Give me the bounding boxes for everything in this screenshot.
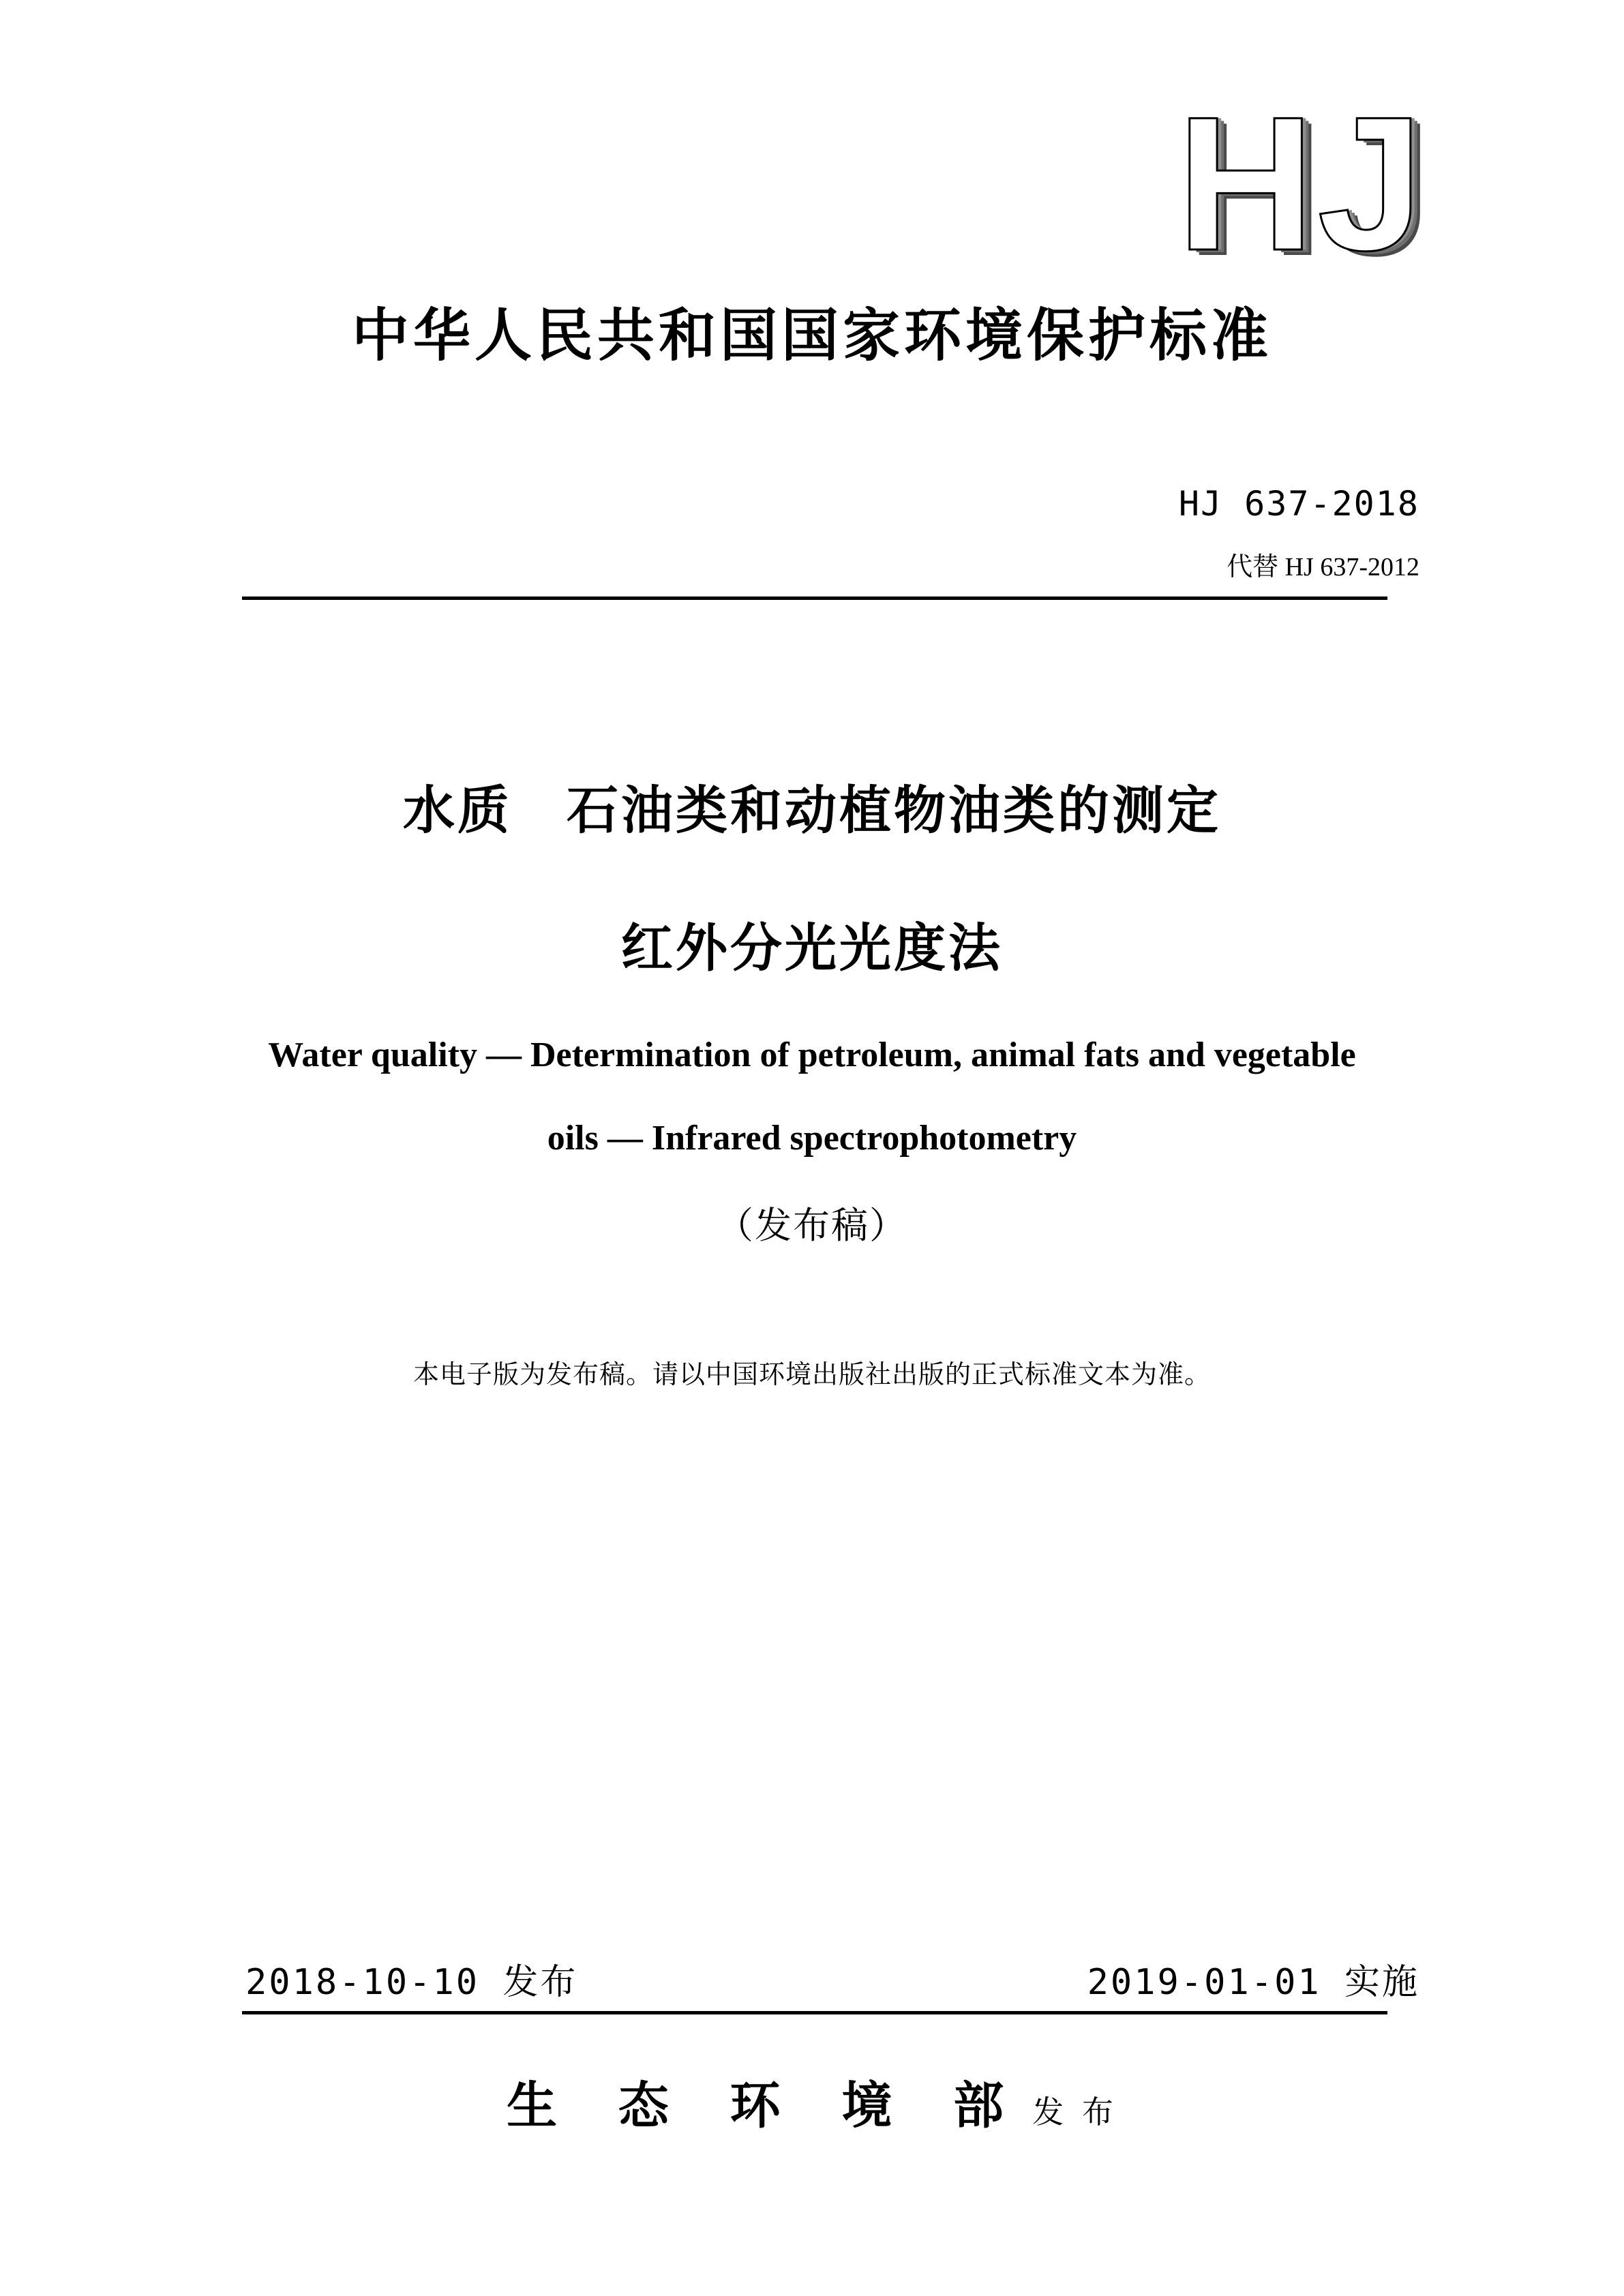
- publication-note: 本电子版为发布稿。请以中国环境出版社出版的正式标准文本为准。: [412, 1359, 1211, 1389]
- footer-divider: [242, 2011, 1387, 2014]
- header-divider: [242, 596, 1387, 600]
- title-english-line2: oils — Infrared spectrophotometry: [547, 1119, 1077, 1158]
- title-chinese-line2: 红外分光光度法: [621, 918, 1003, 978]
- issuer-name: 生 态 环 境 部: [507, 2076, 1026, 2135]
- issuer-block: [0, 2066, 1624, 2138]
- issue-date: 2018-10-10 发布: [245, 1962, 578, 2003]
- title-chinese-line1: 水质 石油类和动植物油类的测定: [403, 780, 1221, 841]
- hj-logo: HJ: [1177, 78, 1426, 290]
- replaced-standard: 代替 HJ 637-2012: [1227, 553, 1419, 581]
- title-english-line1: Water quality — Determination of petroleum, animal fats and vegetable: [268, 1036, 1356, 1074]
- effective-date: 2019-01-01 实施: [1087, 1962, 1419, 2003]
- national-standard-heading: 中华人民共和国国家环境保护标准: [351, 302, 1272, 369]
- issuer-action: 发 布: [1032, 2094, 1117, 2130]
- document-status-subtitle: （发布稿）: [717, 1204, 907, 1247]
- standard-number: HJ 637-2018: [1178, 484, 1419, 524]
